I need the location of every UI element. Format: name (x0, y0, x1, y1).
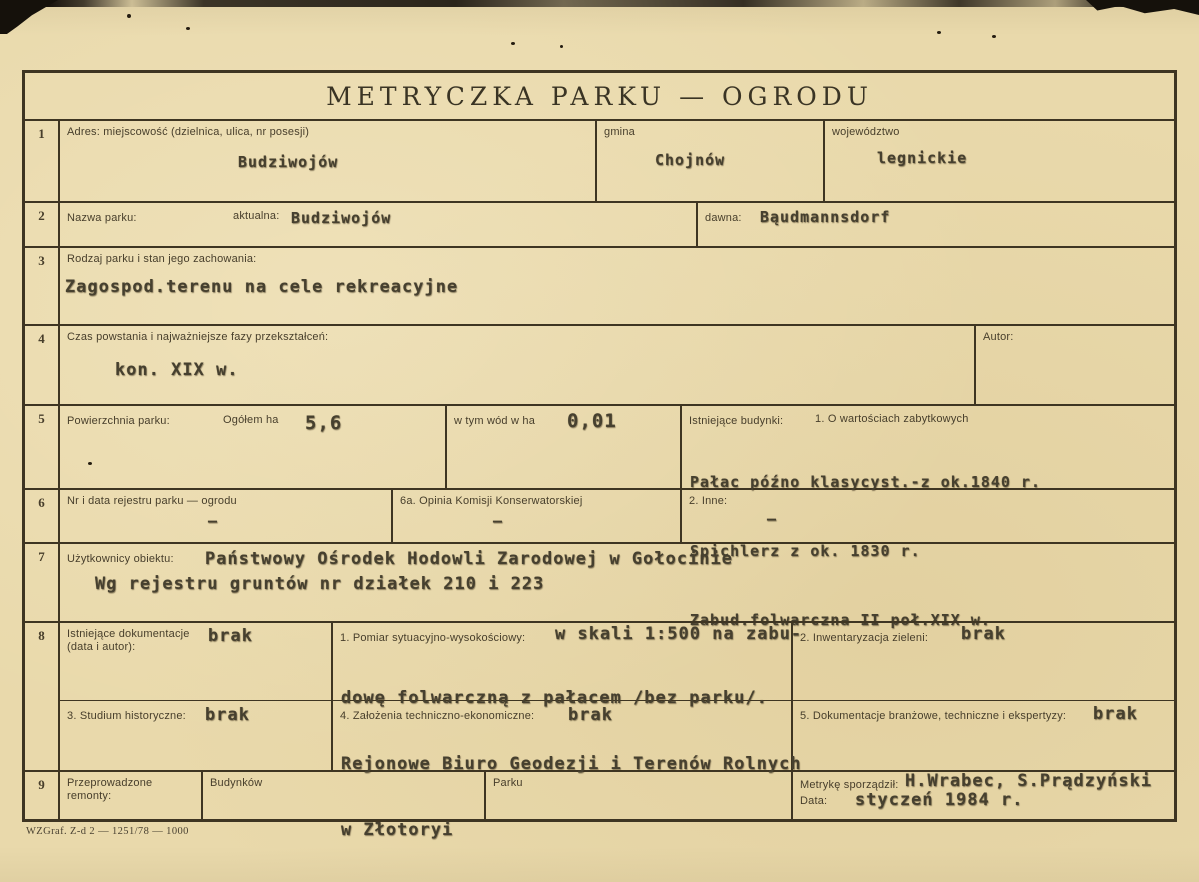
area-label: Powierzchnia parku: (67, 415, 170, 427)
renovations-label-1: Przeprowadzone (67, 777, 153, 789)
origin-cell (60, 326, 976, 404)
scan-speck (186, 27, 190, 30)
renovations-park-label: Parku (493, 777, 523, 789)
row-origin (25, 326, 1174, 406)
survey-lines (341, 643, 802, 882)
survey-line: dowę folwarczną z pałacem /bez parku/. (341, 688, 768, 708)
survey-column (333, 623, 803, 840)
print-reference: WZGraf. Z-d 2 — 1251/78 — 1000 (26, 826, 189, 837)
former-name-label: dawna: (705, 212, 742, 224)
park-name-label: Nazwa parku: (67, 212, 137, 224)
users-line1: Państwowy Ośrodek Hodowli Zarodowej w Gołocinie (205, 549, 734, 569)
row2-number: 2 (25, 203, 60, 246)
area-total-value: 5,6 (305, 412, 343, 434)
current-name-value: Budziwojów (291, 209, 392, 227)
park-kind-value: Zagospod.terenu na cele rekreacyjne (65, 277, 459, 297)
buildings-line: Zabud.folwarczna II poł.XIX w. (690, 611, 991, 629)
water-value: 0,01 (567, 410, 617, 432)
study-value: brak (205, 705, 250, 725)
origin-value: kon. XIX w. (115, 360, 239, 380)
scan-corner-artifact-left (0, 0, 58, 34)
row7-number: 7 (25, 544, 60, 621)
register-value: – (208, 512, 219, 530)
gmina-cell (597, 121, 825, 201)
water-label: w tym wód w ha (454, 415, 536, 427)
docs-column (60, 623, 333, 770)
park-kind-label: Rodzaj parku i stan jego zachowania: (67, 253, 257, 265)
scan-corner-artifact-right (1086, 0, 1199, 15)
title-row (25, 73, 1174, 121)
buildings-sublabel: 1. O wartościach zabytkowych (815, 413, 969, 425)
renovations-buildings-label: Budynków (210, 777, 263, 789)
row-park-kind (25, 248, 1174, 326)
row1-number: 1 (25, 121, 60, 201)
study-cell (60, 701, 331, 770)
row-users (25, 544, 1174, 623)
other-label: 2. Inne: (689, 495, 728, 507)
prepared-by-value: H.Wrabec, S.Prądzyński (905, 771, 1153, 791)
other-cell (682, 490, 1174, 542)
area-total-label: Ogółem ha (223, 414, 279, 426)
scan-speck (511, 42, 515, 45)
row3-number: 3 (25, 248, 60, 324)
gmina-value: Chojnów (655, 151, 726, 169)
opinion-label: 6a. Opinia Komisji Konserwatorskiej (400, 495, 583, 507)
docs-value: brak (208, 626, 253, 646)
form-title: METRYCZKA PARKU — OGRODU (326, 81, 873, 111)
users-cell (60, 544, 1174, 621)
province-cell (825, 121, 1174, 201)
author-cell (976, 326, 1174, 404)
row-address (25, 121, 1174, 203)
docs-cell (60, 623, 331, 701)
expertise-cell (793, 701, 1174, 770)
prepared-by-label: Metrykę sporządził: (800, 779, 899, 791)
buildings-line: Pałac późno klasycyst.-z ok.1840 r. (690, 473, 1042, 491)
origin-label: Czas powstania i najważniejsze fazy przekształceń: (67, 331, 329, 343)
current-name-label: aktualna: (233, 210, 280, 222)
row6-number: 6 (25, 490, 60, 542)
scan-speck (560, 45, 563, 48)
current-name-cell (60, 203, 698, 246)
renovations-cell (60, 772, 203, 819)
row9-number: 9 (25, 772, 60, 819)
docs-label: Istniejące dokumentacje (67, 628, 190, 640)
province-value: legnickie (877, 149, 968, 167)
park-kind-cell (60, 248, 1174, 324)
row-park-name (25, 203, 1174, 248)
buildings-line: Spichlerz z ok. 1830 r. (690, 542, 921, 560)
prepared-by-cell (793, 772, 1174, 819)
renovations-label-2: remonty: (67, 790, 112, 802)
author-label: Autor: (983, 331, 1014, 343)
opinion-value: – (493, 512, 504, 530)
other-value: – (767, 510, 778, 528)
study-label: 3. Studium historyczne: (67, 710, 186, 722)
former-name-cell (698, 203, 1174, 246)
expertise-label: 5. Dokumentacje branżowe, techniczne i ekspertyzy: (800, 710, 1067, 722)
register-cell (60, 490, 393, 542)
register-label: Nr i data rejestru parku — ogrodu (67, 495, 237, 507)
area-total-cell (60, 406, 447, 488)
scan-speck (937, 31, 941, 34)
row4-number: 4 (25, 326, 60, 404)
address-value: Budziwojów (238, 153, 339, 171)
docs-label2: (data i autor): (67, 641, 136, 653)
opinion-cell (393, 490, 682, 542)
former-name-value: Bąudmannsdorf (760, 208, 891, 226)
buildings-label: Istniejące budynki: (689, 415, 784, 427)
users-label: Użytkownicy obiektu: (67, 553, 174, 565)
greenery-value: brak (961, 624, 1006, 644)
gmina-label: gmina (604, 126, 635, 138)
scan-speck (992, 35, 996, 38)
survey-line: Rejonowe Biuro Geodezji i Terenów Rolnych (341, 754, 802, 774)
address-label: Adres: miejscowość (dzielnica, ulica, nr posesji) (67, 126, 310, 138)
address-cell (60, 121, 597, 201)
area-water-cell (447, 406, 682, 488)
date-label: Data: (800, 795, 828, 807)
scan-edge-artifact (0, 0, 1199, 7)
users-line2: Wg rejestru gruntów nr działek 210 i 223 (95, 574, 545, 594)
row-register (25, 490, 1174, 544)
assumptions-value: brak (568, 705, 613, 725)
survey-label: 1. Pomiar sytuacyjno-wysokościowy: (340, 632, 526, 644)
survey-line1: w skali 1:500 na zabu- (555, 624, 803, 644)
assumptions-label: 4. Założenia techniczno-ekonomiczne: (340, 710, 535, 722)
row5-number: 5 (25, 406, 60, 488)
scan-speck (127, 14, 131, 18)
greenery-column (793, 623, 1174, 770)
row8-number: 8 (25, 623, 60, 770)
greenery-cell (793, 623, 1174, 701)
province-label: województwo (832, 126, 900, 138)
greenery-label: 2. Inwentaryzacja zieleni: (800, 632, 929, 644)
survey-line: w Złotoryi (341, 820, 454, 840)
date-value: styczeń 1984 r. (855, 790, 1024, 810)
expertise-value: brak (1093, 704, 1138, 724)
